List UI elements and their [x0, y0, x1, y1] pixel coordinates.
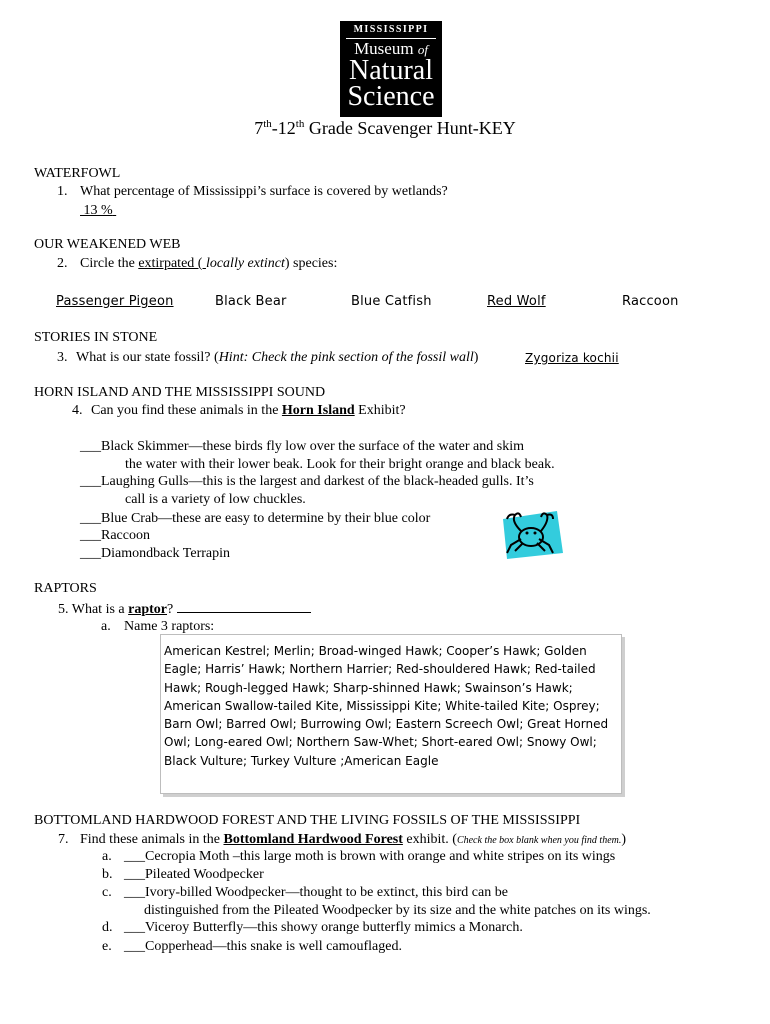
forest-item-viceroy-butterfly: ___Viceroy Butterfly—this showy orange butterfly mimics a Monarch. — [124, 920, 523, 935]
forest-item-c-letter: c. — [102, 885, 112, 900]
section-heading-stone: STORIES IN STONE — [34, 330, 158, 345]
species-black-bear: Black Bear — [215, 294, 287, 309]
forest-item-pileated-woodpecker: ___Pileated Woodpecker — [124, 867, 264, 882]
question-1: What percentage of Mississippi’s surface is covered by wetlands? — [80, 184, 448, 199]
question-5a-number: a. — [101, 619, 111, 634]
question-5a: Name 3 raptors: — [124, 619, 215, 634]
species-raccoon: Raccoon — [622, 294, 679, 309]
question-7-number: 7. — [58, 832, 69, 847]
forest-item-ivory-billed-cont: distinguished from the Pileated Woodpecker by its size and the white patches on its wings. — [144, 903, 651, 918]
logo-line-2: Museum of — [354, 39, 428, 58]
blue-crab-icon — [497, 509, 565, 561]
raptor-answer-box — [160, 634, 622, 794]
horn-item-black-skimmer-cont: the water with their lower beak. Look for their bright orange and black beak. — [125, 457, 555, 472]
question-7: Find these animals in the Bottomland Hardwood Forest exhibit. (Check the box blank when you find them.) — [80, 832, 627, 847]
page-title: 7th-12th Grade Scavenger Hunt-KEY — [254, 118, 516, 138]
question-3: What is our state fossil? (Hint: Check the pink section of the fossil wall) — [76, 350, 479, 365]
logo-line-4: Science — [347, 81, 435, 112]
horn-item-terrapin: ___Diamondback Terrapin — [80, 546, 230, 561]
logo-line-1: MISSISSIPPI — [353, 24, 429, 35]
forest-item-d-letter: d. — [102, 920, 113, 935]
section-heading-forest: BOTTOMLAND HARDWOOD FOREST AND THE LIVING FOSSILS OF THE MISSISSIPPI — [34, 813, 581, 828]
question-1-number: 1. — [57, 184, 68, 199]
species-blue-catfish: Blue Catfish — [351, 294, 432, 309]
section-heading-horn-island: HORN ISLAND AND THE MISSISSIPPI SOUND — [34, 385, 326, 400]
forest-item-b-letter: b. — [102, 867, 113, 882]
logo-line-3: Natural — [349, 55, 433, 86]
horn-item-raccoon: ___Raccoon — [80, 528, 150, 543]
forest-item-cecropia-moth: ___Cecropia Moth –this large moth is brown with orange and white stripes on its wings — [124, 849, 616, 864]
species-red-wolf: Red Wolf — [487, 294, 546, 309]
forest-item-e-letter: e. — [102, 939, 112, 954]
horn-item-blue-crab: ___Blue Crab—these are easy to determine by their blue color — [80, 511, 431, 526]
horn-item-laughing-gulls-cont: call is a variety of low chuckles. — [125, 492, 306, 507]
answer-3: Zygoriza kochii — [525, 351, 619, 365]
answer-1: 13 % — [83, 203, 113, 218]
question-5: 5. What is a raptor? — [58, 600, 311, 618]
section-heading-web: OUR WEAKENED WEB — [34, 237, 181, 252]
question-4-number: 4. — [72, 403, 83, 418]
forest-item-ivory-billed-woodpecker: ___Ivory-billed Woodpecker—thought to be extinct, this bird can be — [124, 885, 508, 900]
question-3-number: 3. — [57, 350, 68, 365]
horn-item-black-skimmer: ___Black Skimmer—these birds fly low over the surface of the water and skim — [80, 439, 524, 454]
forest-item-a-letter: a. — [102, 849, 112, 864]
question-2-number: 2. — [57, 256, 68, 271]
question-2: Circle the extirpated ( locally extinct) species: — [80, 256, 338, 271]
section-heading-waterfowl: WATERFOWL — [34, 166, 121, 181]
section-heading-raptors: RAPTORS — [34, 581, 97, 596]
forest-item-copperhead: ___Copperhead—this snake is well camouflaged. — [124, 939, 402, 954]
raptor-answer-text: American Kestrel; Merlin; Broad-winged Hawk; Cooper’s Hawk; Golden Eagle; Harris’ Hawk; Northern Harrier; Red-shouldered Hawk; Red-tailed Hawk; Rough-legged Hawk; Sharp-shinned Hawk; Swainson’s Hawk; American Swallow-tailed Kite, Mississippi Kite; White-tailed Kite; Osprey; Barn Owl; Barred Owl; Burrowing Owl; Eastern Screech Owl; Great Horned Owl; Long-eared Owl; Northern Saw-Whet; Short-eared Owl; Snowy Owl; Black Vulture; Turkey Vulture ;American Eagle — [164, 644, 609, 768]
question-4: Can you find these animals in the Horn Island Exhibit? — [91, 403, 406, 418]
museum-logo — [340, 21, 442, 117]
species-passenger-pigeon: Passenger Pigeon — [56, 294, 174, 309]
horn-item-laughing-gulls: ___Laughing Gulls—this is the largest and darkest of the black-headed gulls. It’s — [80, 474, 534, 489]
answer-blank-5[interactable] — [177, 600, 311, 613]
